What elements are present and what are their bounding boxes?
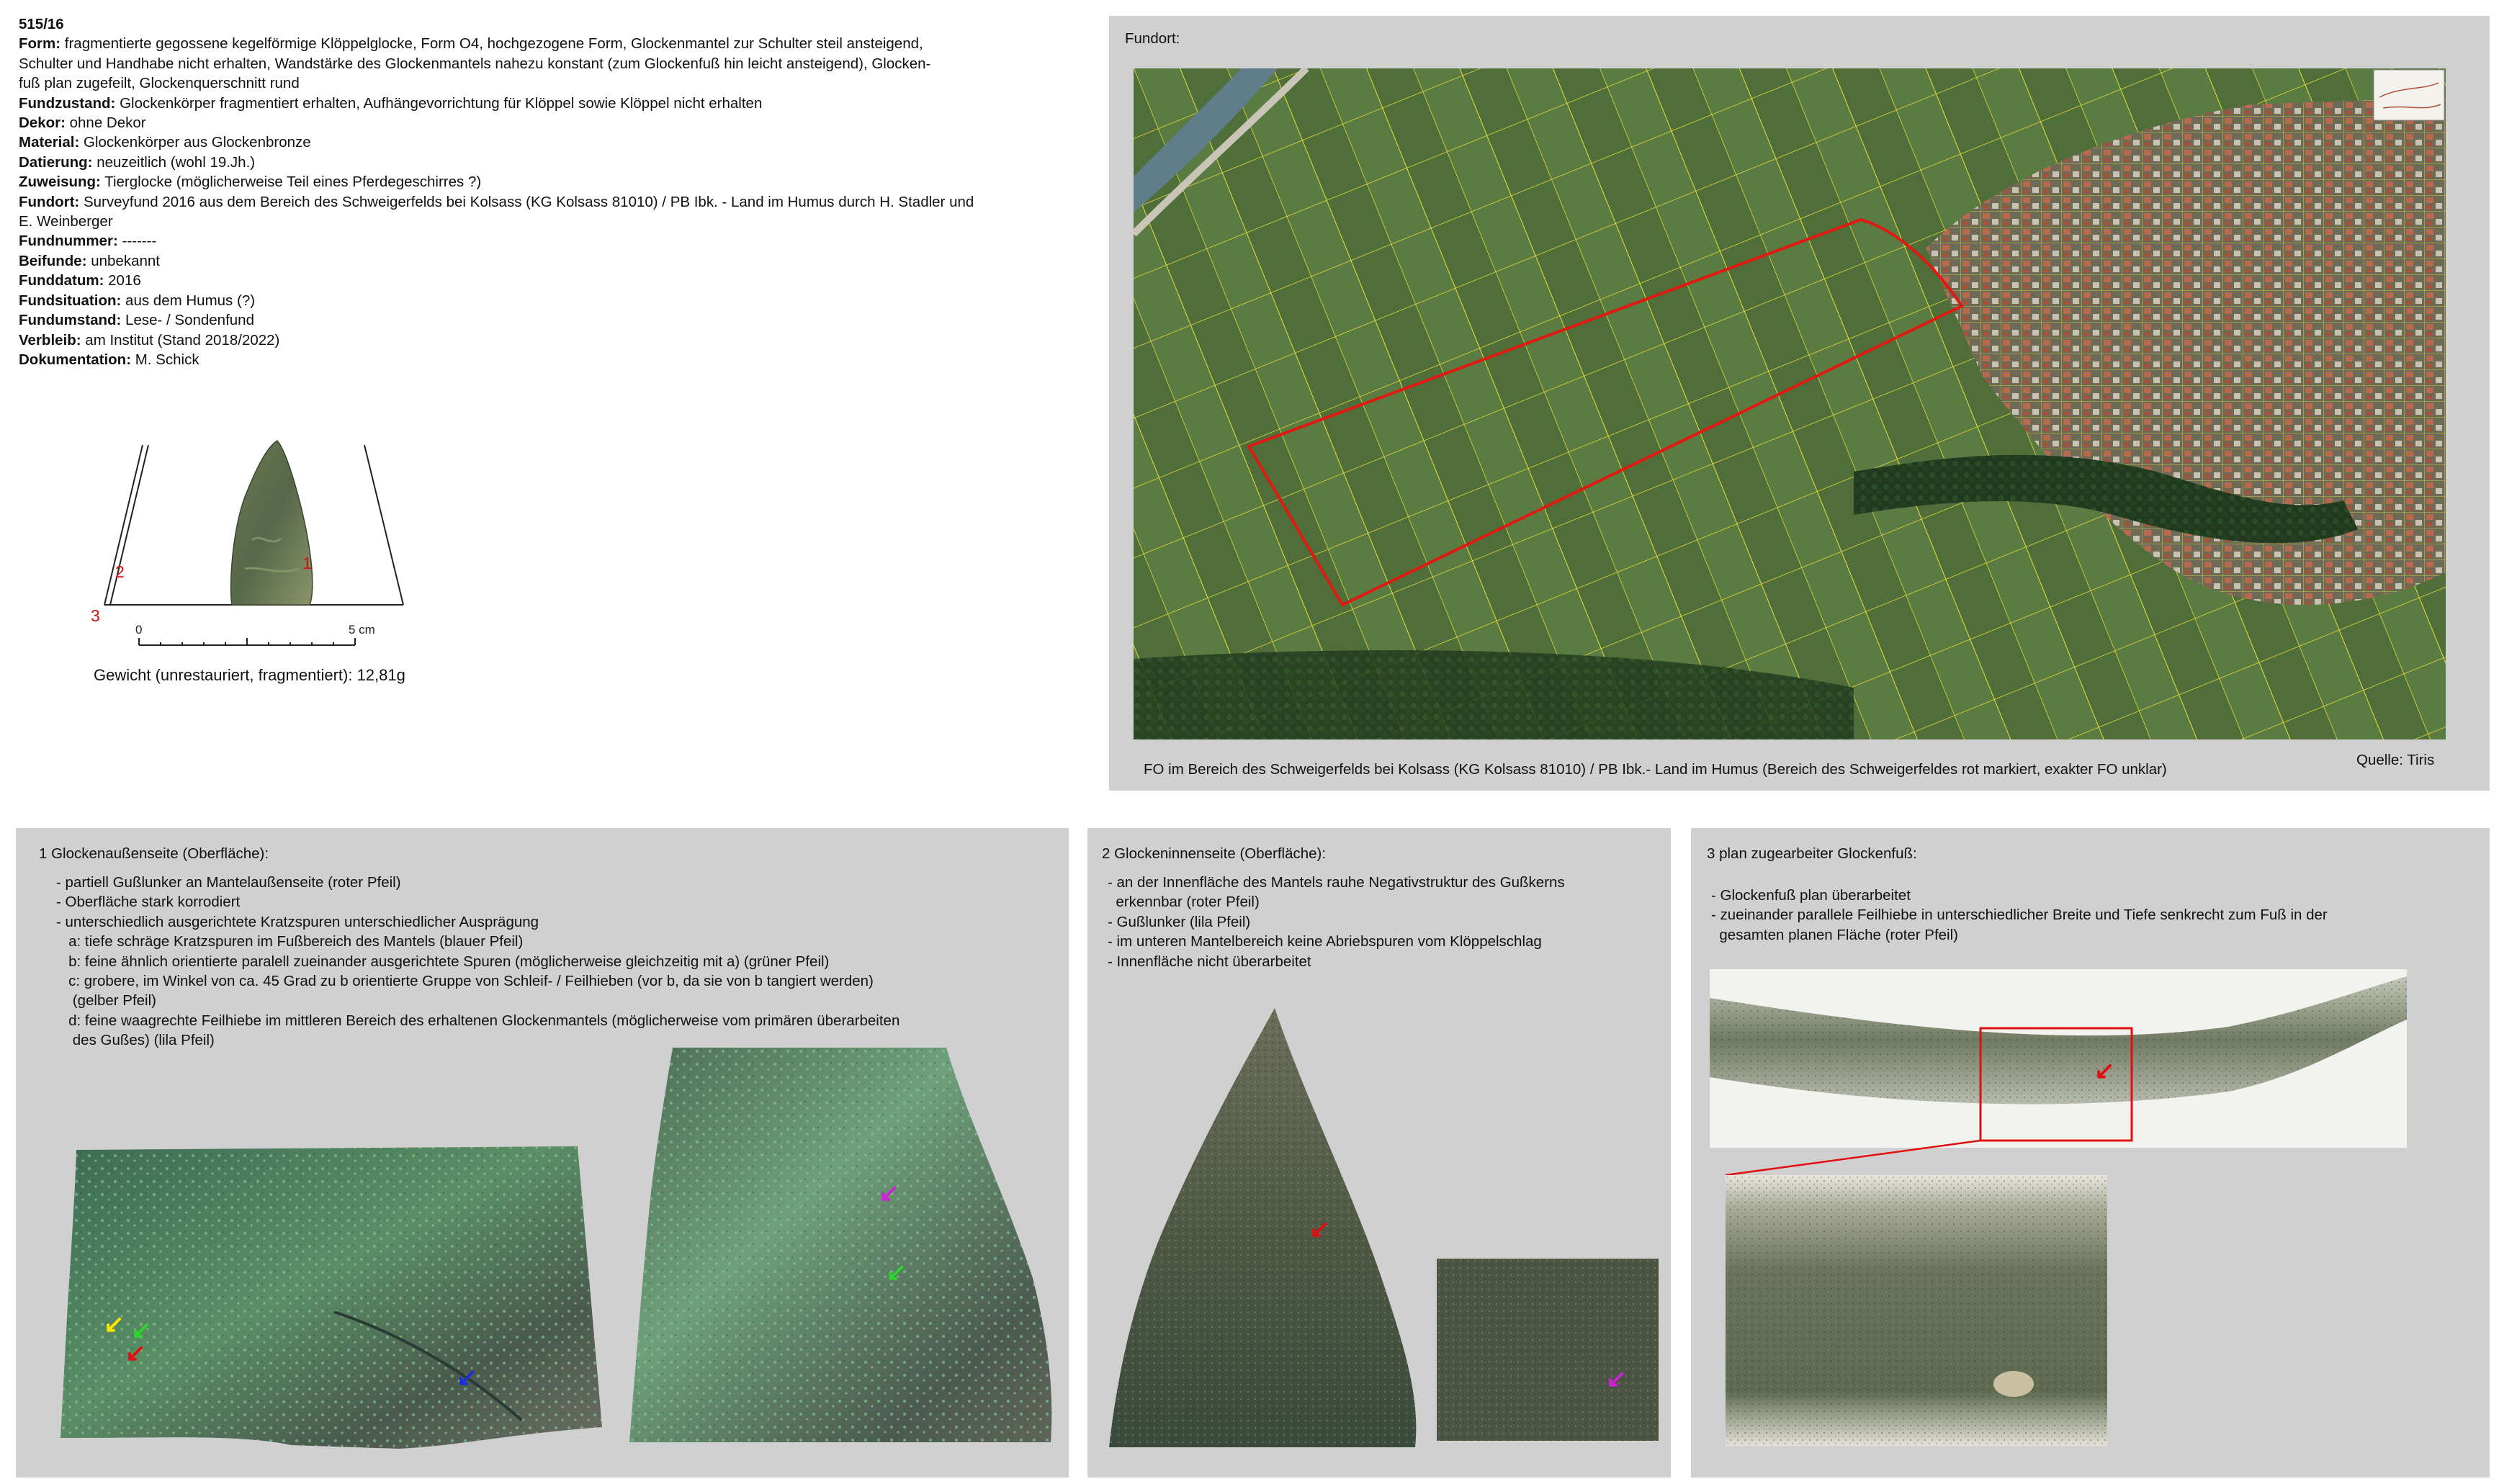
panel-inner-surface bbox=[1087, 828, 1671, 1478]
cadastral-map bbox=[1134, 68, 2446, 739]
catalog-field-value: ------- bbox=[117, 233, 157, 250]
fundort-title: Fundort: bbox=[1125, 30, 1180, 47]
outer-surface-photo-b bbox=[629, 1048, 1054, 1442]
weight-note: Gewicht (unrestauriert, fragmentiert): 12,81g bbox=[94, 666, 405, 684]
catalog-line bbox=[19, 172, 1099, 192]
arrow-purple-icon: ↙ bbox=[1606, 1365, 1627, 1393]
catalog-line bbox=[19, 350, 1099, 369]
list-item: - unterschiedlich ausgerichtete Kratzspuren unterschiedlicher Ausprägung bbox=[56, 913, 539, 930]
panel2-list bbox=[1108, 873, 1565, 971]
scale-start: 0 bbox=[135, 623, 143, 637]
catalog-field-label: Datierung: bbox=[19, 153, 93, 171]
list-item: c: grobere, im Winkel von ca. 45 Grad zu b orientierte Gruppe von Schleif- / Feilhieben (vor b, da sie von b tangiert werden) bbox=[56, 973, 874, 990]
catalog-field-value: ohne Dekor bbox=[65, 114, 146, 132]
arrow-blue-icon: ↙ bbox=[457, 1364, 477, 1391]
catalog-field-value: Lese- / Sondenfund bbox=[121, 312, 254, 329]
catalog-field-value: Glockenkörper aus Glockenbronze bbox=[79, 134, 311, 151]
catalog-line bbox=[19, 132, 1099, 152]
drawing-label-3: 3 bbox=[91, 606, 100, 625]
scale-bar bbox=[139, 638, 355, 645]
catalog-id: 515/16 bbox=[19, 16, 64, 32]
list-item: - Gußlunker (lila Pfeil) bbox=[1108, 913, 1251, 930]
list-item: - an der Innenfläche des Mantels rauhe Negativstruktur des Gußkerns bbox=[1108, 874, 1565, 891]
catalog-line bbox=[19, 271, 1099, 290]
catalog-field-value: 2016 bbox=[104, 272, 141, 289]
catalog-line bbox=[19, 192, 1099, 212]
catalog-field-label: Material: bbox=[19, 134, 80, 151]
catalog-field-value: neuzeitlich (wohl 19.Jh.) bbox=[92, 153, 256, 171]
list-item: b: feine ähnlich orientierte paralell zueinander ausgerichtete Spuren (möglicherweise gleichzeitig mit a) (grüner Pfeil) bbox=[56, 953, 830, 970]
arrow-green-icon: ↙ bbox=[131, 1316, 152, 1344]
arrow-red-icon: ↙ bbox=[2094, 1057, 2115, 1084]
list-item: - Oberfläche stark korrodiert bbox=[56, 894, 241, 911]
catalog-line bbox=[19, 34, 1099, 53]
panel3-list bbox=[1711, 886, 2328, 945]
drawing-label-2: 2 bbox=[115, 562, 125, 581]
list-item: - partiell Gußlunker an Mantelaußenseite (roter Pfeil) bbox=[56, 874, 401, 891]
list-item: - Glockenfuß plan überarbeitet bbox=[1711, 887, 1911, 904]
arrow-purple-icon: ↙ bbox=[879, 1179, 899, 1207]
catalog-line bbox=[19, 54, 1099, 73]
catalog-field-label: Fundumstand: bbox=[19, 312, 122, 329]
drawing-label-1: 1 bbox=[302, 554, 312, 572]
catalog-field-label: Beifunde: bbox=[19, 252, 87, 269]
catalog-field-label: Fundsituation: bbox=[19, 292, 122, 309]
catalog-field-value: Surveyfund 2016 aus dem Bereich des Schweigerfelds bei Kolsass (KG Kolsass 81010) / PB Ibk. - Land im Humus durch H. Stadler und bbox=[79, 193, 974, 210]
arrow-green-icon: ↙ bbox=[886, 1259, 907, 1286]
catalog-line bbox=[19, 231, 1099, 251]
catalog-line bbox=[19, 291, 1099, 310]
map-caption: FO im Bereich des Schweigerfelds bei Kolsass (KG Kolsass 81010) / PB Ibk.- Land im Humus (Bereich des Schweigerfeldes rot markiert, exakter FO unklar) bbox=[1144, 761, 2167, 778]
inner-surface-detail-photo bbox=[1437, 1259, 1659, 1441]
catalog-field-value: Schulter und Handhabe nicht erhalten, Wandstärke des Glockenmantels nahezu konstant (zum Glockenfuß hin leicht ansteigend), Glocken- bbox=[19, 55, 931, 72]
catalog-field-value: Glockenkörper fragmentiert erhalten, Aufhängevorrichtung für Klöppel sowie Klöppel nicht erhalten bbox=[115, 94, 763, 112]
catalog-field-label: Fundnummer: bbox=[19, 233, 118, 250]
catalog-line bbox=[19, 330, 1099, 350]
arrow-red-icon: ↙ bbox=[1309, 1215, 1330, 1243]
catalog-line bbox=[19, 310, 1099, 330]
catalog-field-label: Fundzustand: bbox=[19, 94, 116, 112]
catalog-field-value: fragmentierte gegossene kegelförmige Klöppelglocke, Form O4, hochgezogene Form, Glockenmantel zur Schulter steil ansteigend, bbox=[60, 35, 923, 53]
catalog-field-label: Verbleib: bbox=[19, 331, 81, 348]
list-item: (gelber Pfeil) bbox=[56, 992, 156, 1009]
catalog-field-label: Dekor: bbox=[19, 114, 66, 132]
catalog-field-label: Dokumentation: bbox=[19, 351, 132, 368]
catalog-lines bbox=[19, 34, 1099, 369]
list-item: des Gußes) (lila Pfeil) bbox=[56, 1032, 215, 1049]
panel3-title: 3 plan zugearbeiter Glockenfuß: bbox=[1707, 845, 1917, 862]
panel2-title: 2 Glockeninnenseite (Oberfläche): bbox=[1102, 845, 1327, 862]
catalog-field-label: Zuweisung: bbox=[19, 174, 101, 191]
panel-bell-foot bbox=[1691, 828, 2490, 1478]
bell-foot-detail-photo bbox=[1726, 1175, 2107, 1446]
list-item: d: feine waagrechte Feilhiebe im mittleren Bereich des erhaltenen Glockenmantels (möglicherweise vom primären überarbeiten bbox=[56, 1012, 900, 1029]
catalog-field-label: Form: bbox=[19, 35, 61, 53]
panel1-title: 1 Glockenaußenseite (Oberfläche): bbox=[39, 845, 269, 862]
catalog-line bbox=[19, 73, 1099, 93]
catalog-line bbox=[19, 94, 1099, 113]
arrow-red-icon: ↙ bbox=[125, 1339, 146, 1367]
arrow-yellow-icon: ↙ bbox=[104, 1310, 125, 1338]
catalog-field-value: am Institut (Stand 2018/2022) bbox=[81, 331, 280, 348]
catalog-field-value: Tierglocke (möglicherweise Teil eines Pferdegeschirres ?) bbox=[100, 174, 482, 191]
list-item: a: tiefe schräge Kratzspuren im Fußbereich des Mantels (blauer Pfeil) bbox=[56, 933, 524, 950]
catalog-field-value: fuß plan zugefeilt, Glockenquerschnitt rund bbox=[19, 75, 300, 92]
catalog-entry bbox=[19, 14, 1099, 369]
list-item: - im unteren Mantelbereich keine Abriebspuren vom Klöppelschlag bbox=[1108, 933, 1542, 950]
bell-foot-photo bbox=[1710, 969, 2407, 1148]
catalog-line bbox=[19, 153, 1099, 172]
scale-end: 5 cm bbox=[349, 623, 375, 637]
catalog-field-value: aus dem Humus (?) bbox=[121, 292, 256, 309]
catalog-line bbox=[19, 212, 1099, 231]
outer-surface-photo-a bbox=[60, 1139, 602, 1449]
catalog-field-label: Fundort: bbox=[19, 193, 80, 210]
catalog-field-value: M. Schick bbox=[131, 351, 199, 368]
bell-fragment-drawing bbox=[231, 441, 313, 605]
fundort-panel bbox=[1109, 16, 2490, 791]
catalog-field-value: E. Weinberger bbox=[19, 213, 113, 230]
list-item: - Innenfläche nicht überarbeitet bbox=[1108, 953, 1311, 970]
panel-outer-surface bbox=[16, 828, 1069, 1478]
catalog-line bbox=[19, 251, 1099, 271]
catalog-field-label: Funddatum: bbox=[19, 272, 104, 289]
inner-surface-photo bbox=[1109, 1008, 1420, 1447]
bell-drawing bbox=[72, 425, 447, 691]
list-item: gesamten planen Fläche (roter Pfeil) bbox=[1711, 926, 1958, 943]
catalog-line bbox=[19, 113, 1099, 132]
list-item: erkennbar (roter Pfeil) bbox=[1108, 894, 1260, 911]
catalog-field-value: unbekannt bbox=[86, 252, 160, 269]
list-item: - zueinander parallele Feilhiebe in unterschiedlicher Breite und Tiefe senkrecht zum Fuß in der bbox=[1711, 907, 2328, 924]
map-source: Quelle: Tiris bbox=[2356, 752, 2435, 768]
panel1-list bbox=[56, 873, 899, 1051]
